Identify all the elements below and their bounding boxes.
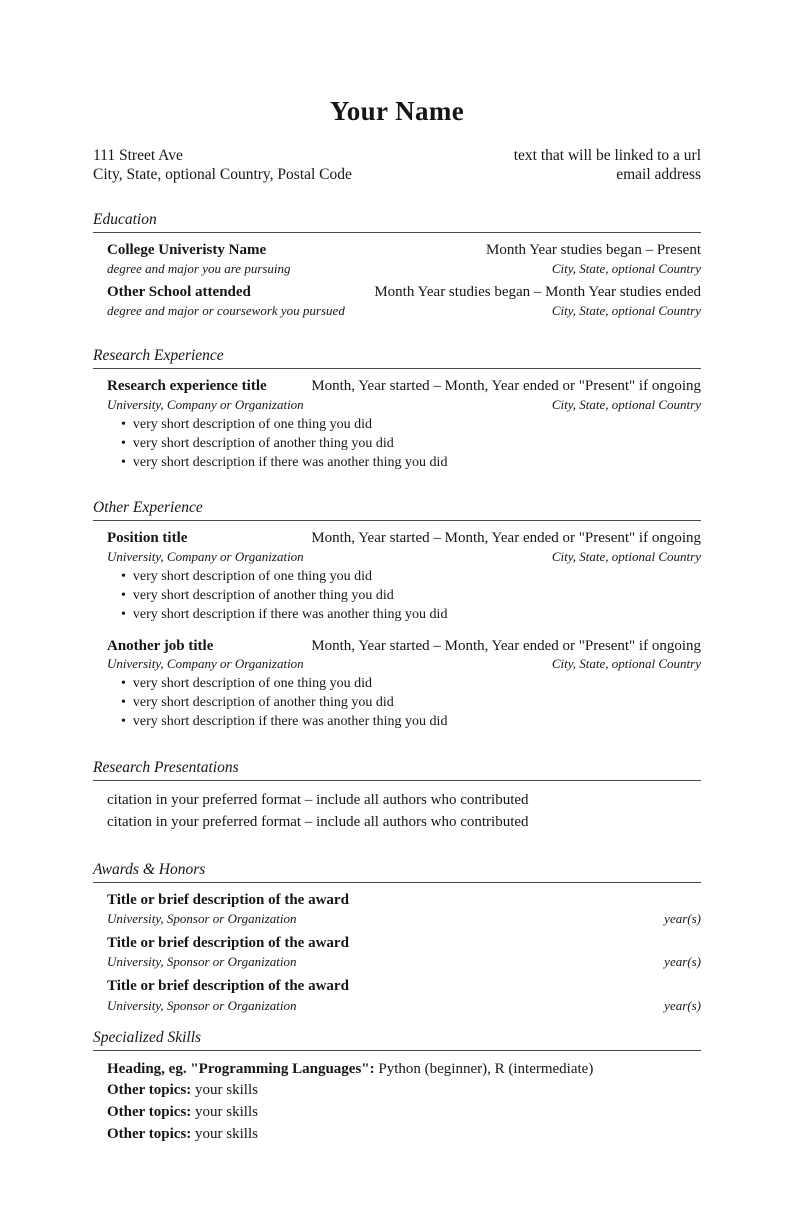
education-entries bbox=[93, 233, 701, 320]
skill-line bbox=[107, 1102, 701, 1124]
section-title-research: Research Experience bbox=[93, 347, 701, 369]
skill-value: your skills bbox=[191, 1125, 258, 1142]
entry-dates: Month, Year started – Month, Year ended or "Present" if ongoing bbox=[311, 530, 701, 547]
section-skills bbox=[93, 1029, 701, 1146]
education-entry bbox=[107, 283, 701, 320]
award-org: University, Sponsor or Organization bbox=[107, 911, 297, 927]
entry-dates: Month, Year started – Month, Year ended or "Present" if ongoing bbox=[311, 637, 701, 654]
contact-links bbox=[514, 147, 701, 185]
award-entries bbox=[93, 883, 701, 1015]
award-years: year(s) bbox=[664, 954, 701, 970]
award-org: University, Sponsor or Organization bbox=[107, 997, 297, 1013]
entry-title: Other School attended bbox=[107, 284, 251, 301]
education-entry bbox=[107, 241, 701, 278]
skill-label: Other topics: bbox=[107, 1104, 192, 1121]
experience-entry bbox=[107, 529, 701, 624]
skill-list bbox=[93, 1051, 701, 1146]
bullet-item: • very short description of another thing you did bbox=[121, 587, 701, 606]
entry-title: College Univeristy Name bbox=[107, 241, 267, 258]
entry-location: City, State, optional Country bbox=[551, 260, 701, 276]
citation-list bbox=[93, 781, 701, 834]
bullet-item: • very short description if there was another thing you did bbox=[121, 454, 701, 473]
section-research-experience bbox=[93, 347, 701, 472]
skill-label: Other topics: bbox=[107, 1125, 192, 1142]
award-years: year(s) bbox=[664, 997, 701, 1013]
address-line-2: City, State, optional Country, Postal Code bbox=[93, 165, 352, 183]
entry-subtitle: degree and major you are pursuing bbox=[107, 260, 291, 276]
entry-location: City, State, optional Country bbox=[551, 656, 701, 672]
bullet-list bbox=[107, 568, 701, 625]
bullet-item: • very short description of one thing you did bbox=[121, 675, 701, 694]
entry-location: City, State, optional Country bbox=[551, 396, 701, 412]
resume-title: Your Name bbox=[329, 96, 465, 126]
skill-value: Python (beginner), R (intermediate) bbox=[374, 1060, 594, 1077]
entry-title: Research experience title bbox=[107, 378, 267, 395]
entry-location: City, State, optional Country bbox=[551, 303, 701, 319]
entry-subtitle: University, Company or Organization bbox=[107, 396, 304, 412]
entry-subtitle: University, Company or Organization bbox=[107, 549, 304, 565]
section-research-presentations bbox=[93, 759, 701, 834]
bullet-item: • very short description of one thing you did bbox=[121, 568, 701, 587]
award-title: Title or brief description of the award bbox=[107, 934, 349, 951]
entry-subtitle: University, Company or Organization bbox=[107, 656, 304, 672]
address-line-1: 111 Street Ave bbox=[93, 147, 183, 164]
award-org: University, Sponsor or Organization bbox=[107, 954, 297, 970]
section-title-awards: Awards & Honors bbox=[93, 861, 701, 883]
entry-subtitle: degree and major or coursework you pursued bbox=[107, 303, 345, 319]
entry-dates: Month Year studies began – Present bbox=[486, 241, 701, 258]
bullet-list bbox=[107, 675, 701, 732]
research-entries bbox=[93, 369, 701, 472]
bullet-item: • very short description of another thing you did bbox=[121, 694, 701, 713]
skill-line bbox=[107, 1059, 701, 1081]
bullet-item: • very short description of another thing you did bbox=[121, 435, 701, 454]
section-awards bbox=[93, 861, 701, 1015]
section-title-skills: Specialized Skills bbox=[93, 1029, 701, 1051]
award-entry bbox=[107, 934, 701, 971]
award-entry bbox=[107, 977, 701, 1014]
citation-item: citation in your preferred format – include all authors who contributed bbox=[107, 813, 529, 830]
section-title-presentations: Research Presentations bbox=[93, 759, 701, 781]
entry-title: Position title bbox=[107, 530, 188, 547]
citation-item: citation in your preferred format – include all authors who contributed bbox=[107, 792, 529, 809]
entry-dates: Month Year studies began – Month Year studies ended bbox=[374, 284, 701, 301]
section-other-experience bbox=[93, 499, 701, 732]
section-title-other: Other Experience bbox=[93, 499, 701, 521]
skill-line bbox=[107, 1080, 701, 1102]
research-entry bbox=[107, 377, 701, 472]
skill-line bbox=[107, 1124, 701, 1146]
section-title-education: Education bbox=[93, 211, 701, 233]
contact-block bbox=[93, 147, 701, 185]
entry-dates: Month, Year started – Month, Year ended or "Present" if ongoing bbox=[311, 378, 701, 395]
skill-label: Heading, eg. "Programming Languages": bbox=[107, 1060, 375, 1077]
experience-entry bbox=[107, 637, 701, 732]
email-text: email address bbox=[616, 165, 701, 183]
link-text: text that will be linked to a url bbox=[513, 147, 701, 164]
other-entries bbox=[93, 521, 701, 732]
skill-value: your skills bbox=[191, 1104, 258, 1121]
skill-value: your skills bbox=[191, 1082, 258, 1099]
award-title: Title or brief description of the award bbox=[107, 891, 349, 908]
contact-address bbox=[93, 147, 352, 185]
award-title: Title or brief description of the award bbox=[107, 978, 349, 995]
section-education bbox=[93, 211, 701, 320]
skill-label: Other topics: bbox=[107, 1082, 192, 1099]
bullet-item: • very short description of one thing you did bbox=[121, 416, 701, 435]
bullet-item: • very short description if there was another thing you did bbox=[121, 713, 701, 732]
bullet-item: • very short description if there was another thing you did bbox=[121, 606, 701, 625]
award-entry bbox=[107, 891, 701, 928]
bullet-list bbox=[107, 416, 701, 473]
entry-title: Another job title bbox=[107, 637, 214, 654]
entry-location: City, State, optional Country bbox=[551, 549, 701, 565]
award-years: year(s) bbox=[664, 911, 701, 927]
